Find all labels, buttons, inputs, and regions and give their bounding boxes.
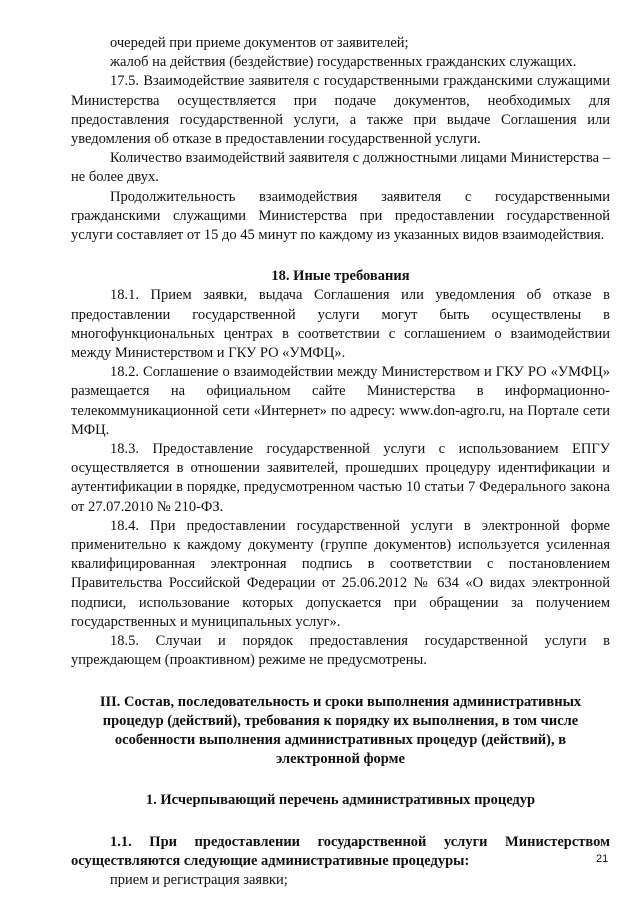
paragraph: 18.1. Прием заявки, выдача Соглашения или уведомления об отказе в предоставлении государственной услуги могут быть осуществлены в многофункциональных центрах в соответствии с соглашением о взаимодействии между Министерством и ГКУ РО «УМФЦ». [71,287,610,362]
paragraph: 18.4. При предоставлении государственной услуги в электронной форме применительно к каждому документу (группе документов) используется усиленная квалифицированная электронная подпись в соответствии с постановлением Правительства Российской Федерации от 25.06.2012 № 634 «О видах электронной подписи, использование которых допускается при обращении за получением государственных и муниципальных услуг». [71,517,610,630]
subheading: 1. Исчерпывающий перечень административных процедур [145,792,536,809]
heading-line: электронной форме [276,751,405,768]
document-page [71,34,610,890]
list-item: прием и регистрация заявки; [110,871,288,888]
paragraph: 18.2. Соглашение о взаимодействии между Министерством и ГКУ РО «УМФЦ» размещается на официальном сайте Министерства в информационно-телекоммуникационной сети «Интернет» по адресу: www.don-agro.ru, на Портале сети МФЦ. [71,364,610,438]
paragraph: Продолжительность взаимодействия заявителя с государственными гражданскими служащими Министерства при предоставлении государственной услуги составляет от 15 до 45 минут по каждому из указанных видов взаимодействия. [71,188,610,244]
page-number: 21 [596,853,609,865]
section-18-heading: 18. Иные требования [271,268,410,285]
paragraph: жалоб на действия (бездействие) государственных гражданских служащих. [110,54,577,71]
heading-line: особенности выполнения административных процедур (действий), в [114,731,567,748]
paragraph: очередей при приеме документов от заявителей; [110,35,409,51]
paragraph-1-1: 1.1. При предоставлении государственной услуги Министерством осуществляются следующие административные процедуры: [71,833,610,869]
section-3-heading [71,693,610,770]
paragraph: Количество взаимодействий заявителя с должностными лицами Министерства – не более двух. [71,150,610,186]
paragraph: 17.5. Взаимодействие заявителя с государственными гражданскими служащими Министерства осуществляется при подаче документов, необходимых для предоставления государственной услуги, а также при выдаче Соглашения или уведомления об отказе в предоставлении государственной услуги. [71,73,610,148]
heading-line: III. Состав, последовательность и сроки выполнения административных [99,693,582,710]
heading-line: процедур (действий), требования к порядку их выполнения, в том числе [102,712,579,729]
paragraph: 18.5. Случаи и порядок предоставления государственной услуги в упреждающем (проактивном) режиме не предусмотрены. [71,633,610,669]
paragraph: 18.3. Предоставление государственной услуги с использованием ЕПГУ осуществляется в отношении заявителей, прошедших процедуру идентификации и аутентификации в порядке, предусмотренном частью 10 статьи 7 Федерального закона от 27.07.2010 № 210-ФЗ. [71,441,610,515]
